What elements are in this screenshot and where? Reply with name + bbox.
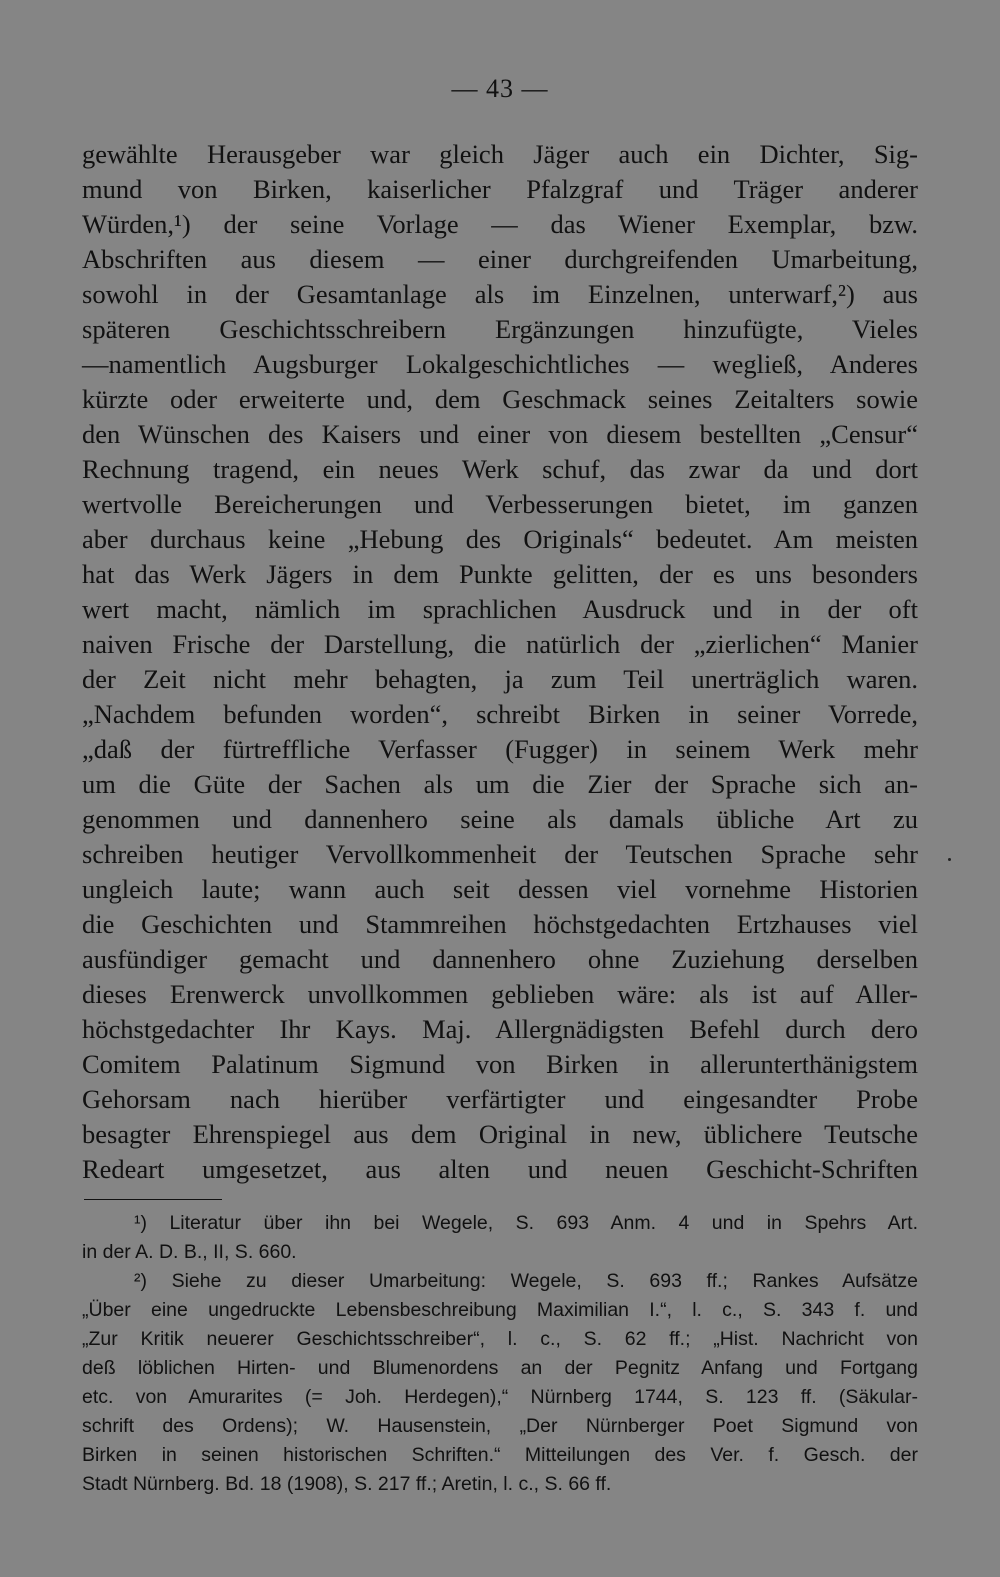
text-line: naiven Frische der Darstellung, die natürlich der „zierlichen“ Manier [82, 629, 918, 659]
text-line: kürzte oder erweiterte und, dem Geschmack seines Zeitalters sowie [82, 384, 918, 414]
text-line: gewählte Herausgeber war gleich Jäger auch ein Dichter, Sig- [82, 139, 918, 169]
footnote-line: ¹) Literatur über ihn bei Wegele, S. 693 Anm. 4 und in Spehrs Art. [134, 1212, 918, 1234]
text-line: Comitem Palatinum Sigmund von Birken in allerunterthänigstem [82, 1049, 918, 1079]
footnote-rule [84, 1199, 222, 1200]
text-line: der Zeit nicht mehr behagten, ja zum Teil unerträglich waren. [82, 664, 918, 694]
text-line: „daß der fürtreffliche Verfasser (Fugger) in seinem Werk mehr [82, 734, 918, 764]
text-line: ausfündiger gemacht und dannenhero ohne Zuziehung derselben [82, 944, 918, 974]
text-line: höchstgedachter Ihr Kays. Maj. Allergnädigsten Befehl durch dero [82, 1014, 918, 1044]
text-line: Würden,¹) der seine Vorlage — das Wiener Exemplar, bzw. [82, 209, 918, 239]
text-line: die Geschichten und Stammreihen höchstgedachten Ertzhauses viel [82, 909, 918, 939]
text-line: den Wünschen des Kaisers und einer von diesem bestellten „Censur“ [82, 419, 918, 449]
text-line: —namentlich Augsburger Lokalgeschichtliches — wegließ, Anderes [82, 349, 918, 379]
text-line: um die Güte der Sachen als um die Zier der Sprache sich an- [82, 769, 918, 799]
footnote-line: schrift des Ordens); W. Hausenstein, „Der Nürnberger Poet Sigmund von [82, 1415, 918, 1437]
text-line: wert macht, nämlich im sprachlichen Ausdruck und in der oft [82, 594, 918, 624]
footnote-line: etc. von Amurarites (= Joh. Herdegen),“ Nürnberg 1744, S. 123 ff. (Säkular- [82, 1386, 918, 1408]
page-number: — 43 — [451, 74, 549, 103]
text-line: genommen und dannenhero seine als damals übliche Art zu [82, 804, 918, 834]
text-line: besagter Ehrenspiegel aus dem Original in new, üblichere Teutsche [82, 1119, 918, 1149]
footnote-line: Birken in seinen historischen Schriften.“ Mitteilungen des Ver. f. Gesch. der [82, 1444, 918, 1466]
footnote-line: „Zur Kritik neuerer Geschichtsschreiber“, l. c., S. 62 ff.; „Hist. Nachricht von [82, 1328, 918, 1350]
text-line: ungleich laute; wann auch seit dessen viel vornehme Historien [82, 874, 918, 904]
text-line: wertvolle Bereicherungen und Verbesserungen bietet, im ganzen [82, 489, 918, 519]
margin-speck [948, 858, 951, 861]
text-line: „Nachdem befunden worden“, schreibt Birken in seiner Vorrede, [82, 699, 918, 729]
text-line: Gehorsam nach hierüber verfärtigter und eingesandter Probe [82, 1084, 918, 1114]
footnote-line: „Über eine ungedruckte Lebensbeschreibung Maximilian I.“, l. c., S. 343 f. und [82, 1299, 918, 1321]
footnote-line: ²) Siehe zu dieser Umarbeitung: Wegele, S. 693 ff.; Rankes Aufsätze [134, 1270, 918, 1292]
text-line: aber durchaus keine „Hebung des Originals“ bedeutet. Am meisten [82, 524, 918, 554]
footnote-line: deß löblichen Hirten- und Blumenordens an der Pegnitz Anfang und Fortgang [82, 1357, 918, 1379]
text-line: Abschriften aus diesem — einer durchgreifenden Umarbeitung, [82, 244, 918, 274]
text-line: Rechnung tragend, ein neues Werk schuf, das zwar da und dort [82, 454, 918, 484]
text-line: dieses Erenwerck unvollkommen geblieben wäre: als ist auf Aller- [82, 979, 918, 1009]
text-line: hat das Werk Jägers in dem Punkte gelitten, der es uns besonders [82, 559, 918, 589]
footnote-line: in der A. D. B., II, S. 660. [82, 1241, 297, 1263]
text-line: sowohl in der Gesamtanlage als im Einzelnen, unterwarf,²) aus [82, 279, 918, 309]
text-line: Redeart umgesetzet, aus alten und neuen Geschicht-Schriften [82, 1154, 918, 1184]
main-text [82, 137, 918, 1187]
text-line: mund von Birken, kaiserlicher Pfalzgraf und Träger anderer [82, 174, 918, 204]
footnote-line: Stadt Nürnberg. Bd. 18 (1908), S. 217 ff.; Aretin, l. c., S. 66 ff. [82, 1473, 612, 1495]
text-line: schreiben heutiger Vervollkommenheit der Teutschen Sprache sehr [82, 839, 918, 869]
footnotes [82, 1209, 918, 1499]
text-line: späteren Geschichtsschreibern Ergänzungen hinzufügte, Vieles [82, 314, 918, 344]
